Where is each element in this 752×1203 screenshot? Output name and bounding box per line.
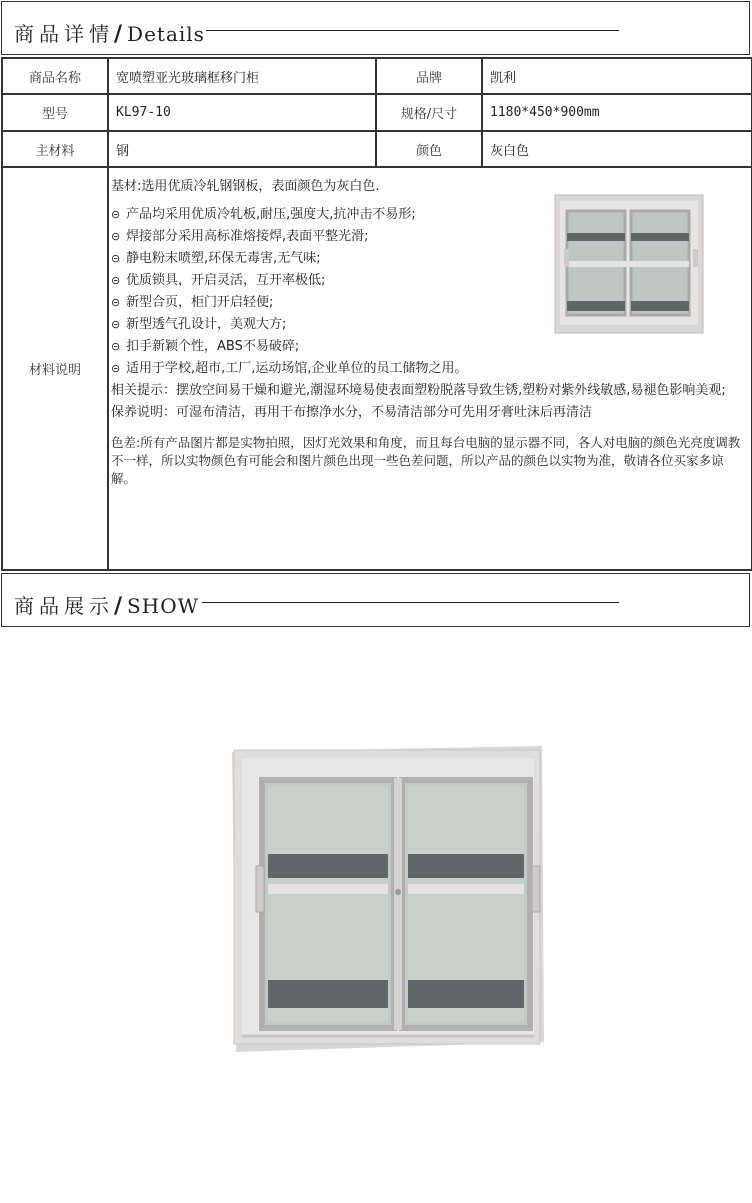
spec-label: 商品名称	[2, 58, 108, 94]
details-section-header	[1, 1, 750, 55]
circle-minus-icon: ⊝	[111, 296, 121, 309]
color-note-text: 色差:所有产品图片都是实物拍照，因灯光效果和角度，而且每台电脑的显示器不同，各人对电脑的颜色光亮度调教不一样，所以实物颜色有可能会和图片颜色出现一些色差问题，所以产品的颜色以实物为准，敬请各位买家多谅解。	[111, 435, 741, 486]
spec-table	[1, 57, 752, 571]
spec-value: 1180*450*900mm	[482, 94, 752, 131]
table-row	[2, 94, 752, 131]
spec-label: 规格/尺寸	[376, 94, 482, 131]
list-item: ⊝ 新型透气孔设计，美观大方;	[111, 314, 745, 336]
product-cabinet-image	[228, 742, 548, 1054]
table-row	[2, 58, 752, 94]
spec-value: KL97-10	[108, 94, 376, 131]
spec-value: 钢	[108, 131, 376, 167]
header-rule	[206, 30, 619, 31]
table-row	[2, 167, 752, 570]
details-title-en: Details	[127, 22, 205, 46]
spec-value: 宽喷塑亚光玻璃框移门柜	[108, 58, 376, 94]
list-item: ⊝ 优质锁具，开启灵活，互开率极低;	[111, 270, 745, 292]
circle-minus-icon: ⊝	[111, 230, 121, 243]
title-slash: /	[114, 22, 124, 47]
spec-label: 型号	[2, 94, 108, 131]
list-item: ⊝ 静电粉末喷塑,环保无毒害,无气味;	[111, 248, 745, 270]
circle-minus-icon: ⊝	[111, 318, 121, 331]
spec-label: 品牌	[376, 58, 482, 94]
circle-minus-icon: ⊝	[111, 274, 121, 287]
spec-value: 凯利	[482, 58, 752, 94]
cabinet-thumbnail	[553, 193, 711, 343]
circle-minus-icon: ⊝	[111, 208, 121, 221]
circle-minus-icon: ⊝	[111, 362, 121, 375]
title-slash: /	[114, 594, 124, 619]
table-row	[2, 131, 752, 167]
show-title	[14, 590, 199, 619]
base-material-text: 基材:选用优质冷轧钢钢板，表面颜色为灰白色.	[111, 179, 380, 194]
spec-value: 灰白色	[482, 131, 752, 167]
care-text: 保养说明：可湿布清洁，再用干布擦净水分，不易清洁部分可先用牙膏吐沫后再清洁	[111, 405, 593, 420]
spec-label: 颜色	[376, 131, 482, 167]
details-title-cn: 商品详情	[14, 22, 114, 46]
show-title-en: SHOW	[127, 594, 200, 618]
circle-minus-icon: ⊝	[111, 340, 121, 353]
list-item: ⊝ 新型合页，柜门开启轻便;	[111, 292, 745, 314]
list-item: ⊝ 适用于学校,超市,工厂,运动场馆,企业单位的员工储物之用。	[111, 358, 745, 380]
list-item: ⊝ 焊接部分采用高标准熔接焊,表面平整光滑;	[111, 226, 745, 248]
list-item: ⊝ 产品均采用优质冷轧板,耐压,强度大,抗冲击不易形;	[111, 204, 745, 226]
description-label: 材料说明	[2, 167, 108, 570]
details-title	[14, 18, 205, 47]
show-title-cn: 商品展示	[14, 594, 114, 618]
header-rule	[202, 602, 619, 603]
spec-label: 主材料	[2, 131, 108, 167]
tip-text: 相关提示：摆放空间易干燥和避光,潮湿环境易使表面塑粉脱落导致生锈,塑粉对紫外线敏感,易褪色影响美观;	[111, 383, 726, 398]
list-item: ⊝ 扣手新颖个性，ABS不易破碎;	[111, 336, 745, 358]
circle-minus-icon: ⊝	[111, 252, 121, 265]
description-cell	[108, 167, 752, 570]
show-section-header	[1, 573, 750, 627]
